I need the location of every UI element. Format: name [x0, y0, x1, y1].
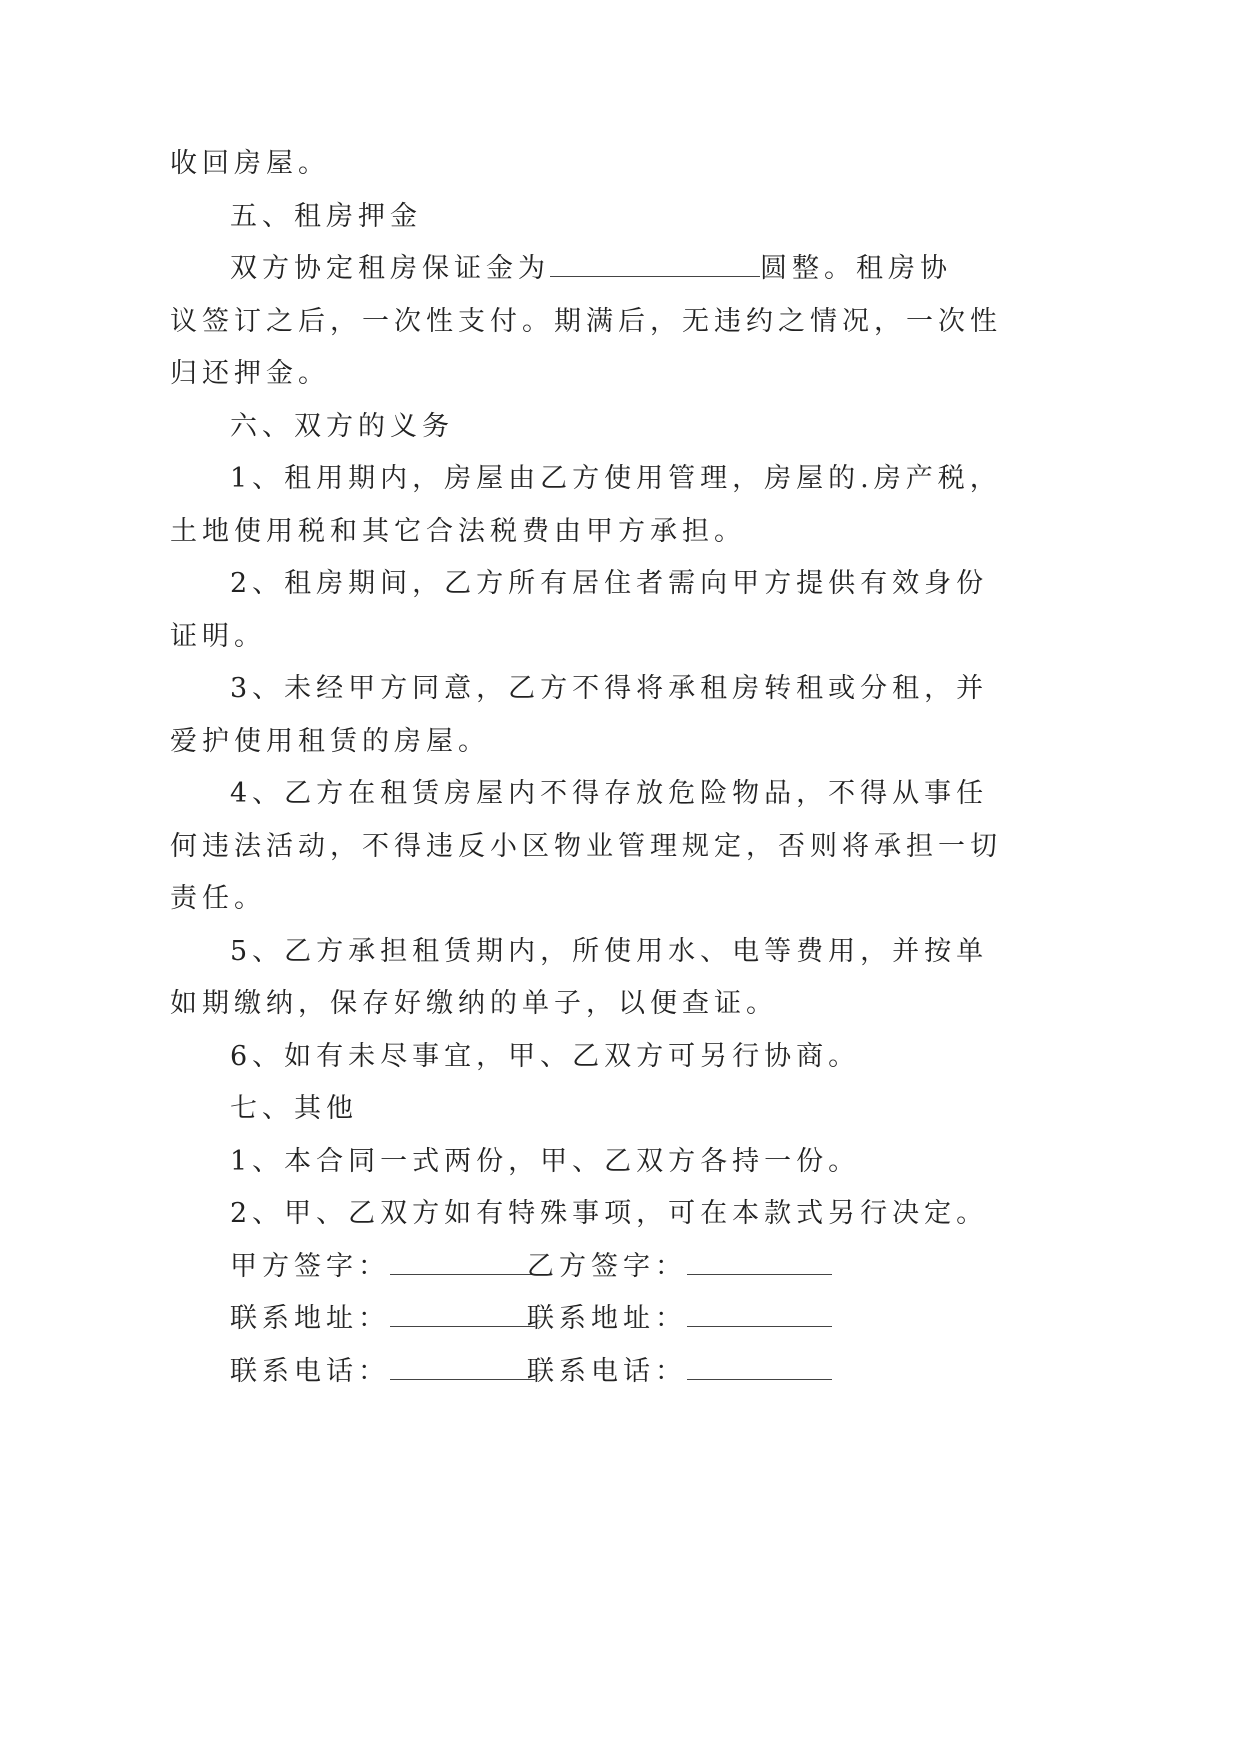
- text-line: 收回房屋。: [170, 148, 330, 179]
- deposit-text-after: 圆整。租房协: [760, 253, 952, 284]
- text-line: 责任。: [170, 883, 266, 914]
- text-line: 2、租房期间，乙方所有居住者需向甲方提供有效身份: [230, 568, 989, 599]
- text-line: 议签订之后，一次性支付。期满后，无违约之情况，一次性: [170, 305, 1002, 337]
- text-line: 归还押金。: [170, 358, 330, 389]
- party-b-phone-blank[interactable]: [687, 1378, 832, 1380]
- text-line: 1、本合同一式两份，甲、乙双方各持一份。: [230, 1145, 861, 1177]
- text-line: 证明。: [170, 620, 266, 652]
- text-line: 1、租用期内，房屋由乙方使用管理，房屋的.房产税，: [230, 463, 1002, 494]
- party-a-address-blank[interactable]: [390, 1325, 535, 1327]
- document-page: [170, 138, 1002, 1398]
- section-heading: 五、租房押金: [230, 200, 422, 232]
- party-a-address-label: 联系地址：: [230, 1303, 390, 1334]
- text-line: 土地使用税和其它合法税费由甲方承担。: [170, 515, 746, 547]
- party-a-phone-blank[interactable]: [390, 1378, 535, 1380]
- party-b-phone-label: 联系电话：: [527, 1355, 687, 1387]
- text-line: 6、如有未尽事宜，甲、乙双方可另行协商。: [230, 1040, 861, 1072]
- section-heading: 七、其他: [230, 1093, 358, 1124]
- phone-row: [170, 1346, 950, 1399]
- deposit-line: [170, 243, 950, 296]
- text-line: 2、甲、乙双方如有特殊事项，可在本款式另行决定。: [230, 1198, 989, 1229]
- party-b-signature-label: 乙方签字：: [527, 1250, 687, 1282]
- party-b-address-label: 联系地址：: [527, 1303, 687, 1334]
- party-a-phone-label: 联系电话：: [230, 1355, 390, 1387]
- deposit-text-before: 双方协定租房保证金为: [230, 253, 550, 284]
- text-line: 5、乙方承担租赁期内，所使用水、电等费用，并按单: [230, 935, 989, 967]
- address-row: [170, 1293, 950, 1346]
- section-heading: 六、双方的义务: [230, 410, 454, 442]
- party-b-address-blank[interactable]: [687, 1325, 832, 1327]
- party-a-signature-label: 甲方签字：: [230, 1250, 390, 1282]
- party-a-signature-blank[interactable]: [390, 1273, 535, 1275]
- text-line: 爱护使用租赁的房屋。: [170, 725, 490, 757]
- text-line: 4、乙方在租赁房屋内不得存放危险物品，不得从事任: [230, 778, 989, 809]
- text-line: 3、未经甲方同意，乙方不得将承租房转租或分租，并: [230, 673, 989, 704]
- text-line: 何违法活动，不得违反小区物业管理规定，否则将承担一切: [170, 830, 1002, 862]
- text-line: 如期缴纳，保存好缴纳的单子，以便查证。: [170, 988, 778, 1019]
- signature-row: [170, 1241, 950, 1294]
- deposit-amount-blank[interactable]: [550, 275, 760, 277]
- party-b-signature-blank[interactable]: [687, 1273, 832, 1275]
